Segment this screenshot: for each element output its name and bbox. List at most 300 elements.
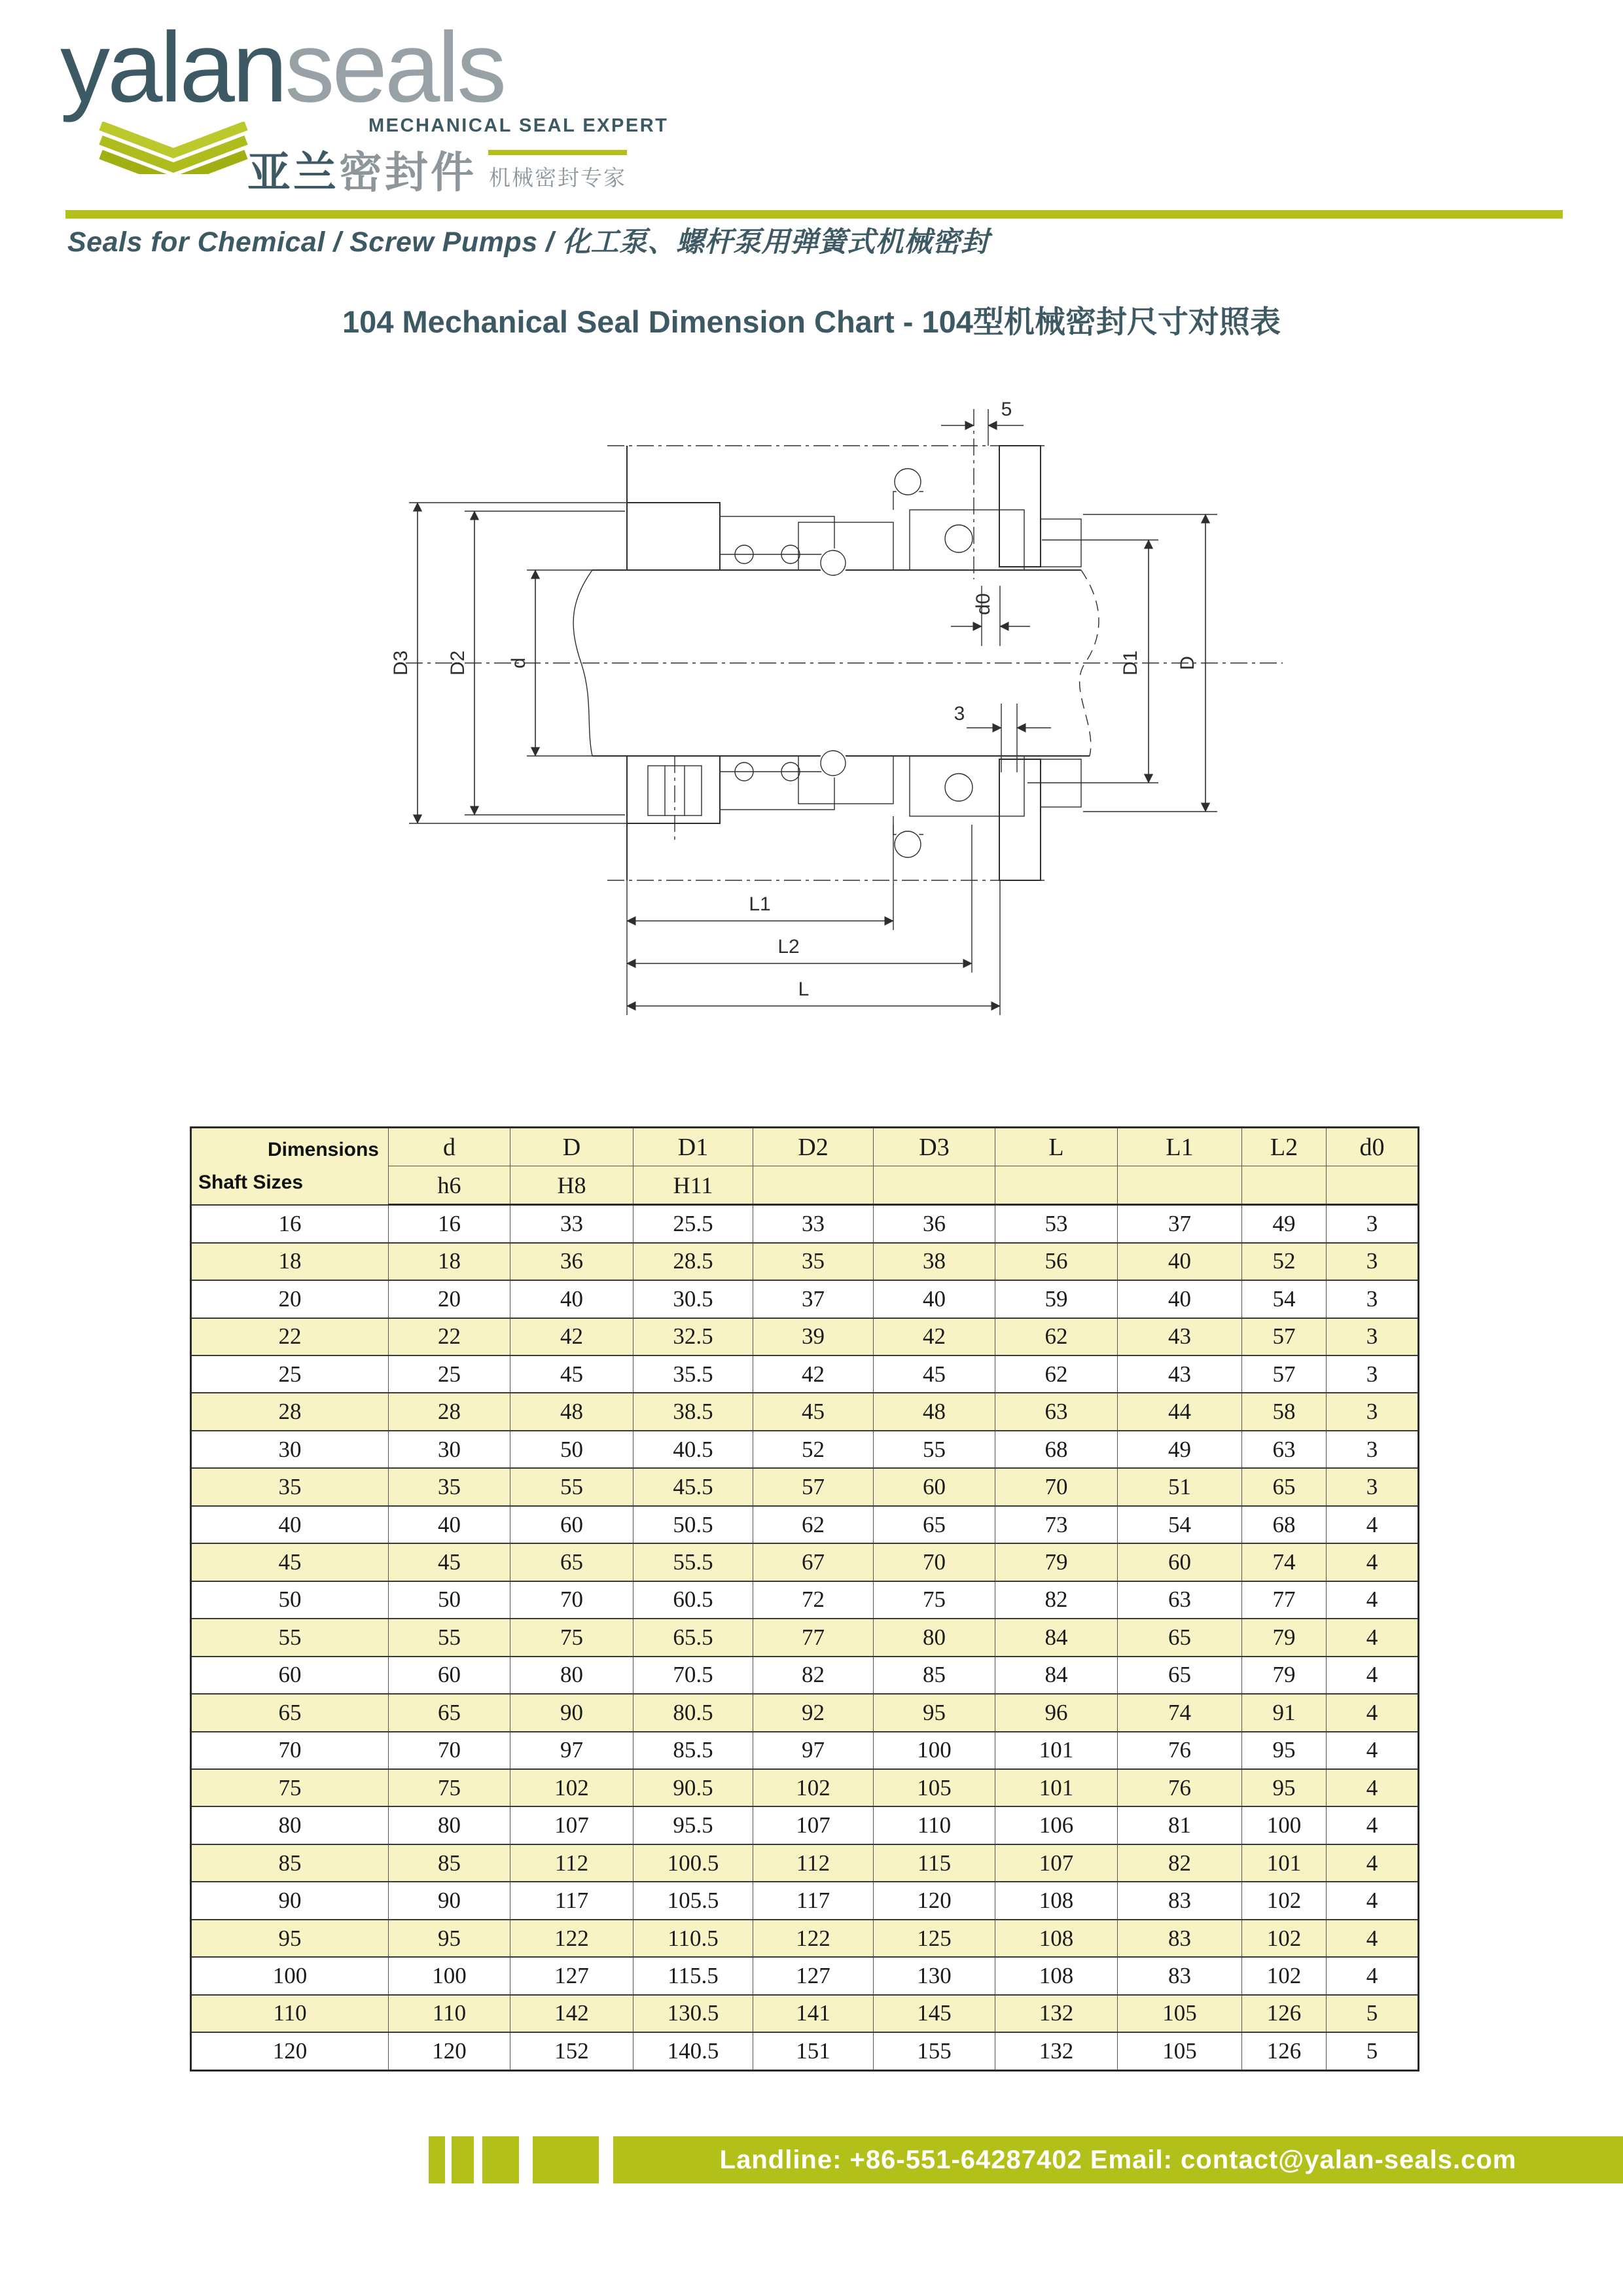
dimension-cell: 38 (874, 1243, 995, 1280)
dimension-cell: 132 (995, 1995, 1118, 2032)
dimension-cell: 39 (753, 1318, 874, 1355)
dimension-cell: 52 (753, 1431, 874, 1468)
chevron-logo-icon (97, 122, 251, 174)
corner-label-shaft-sizes: Shaft Sizes (198, 1171, 304, 1193)
dimension-cell: 30.5 (633, 1280, 753, 1318)
dimension-cell: 101 (995, 1769, 1118, 1806)
dimension-cell: 74 (1118, 1694, 1242, 1731)
dimension-cell: 30 (389, 1431, 510, 1468)
shaft-size-cell: 80 (191, 1806, 389, 1844)
dimension-cell: 90.5 (633, 1769, 753, 1806)
table-row (191, 1769, 1419, 1806)
table-row (191, 1657, 1419, 1694)
dim-label-d0: d0 (972, 593, 994, 615)
table-row (191, 1393, 1419, 1430)
dimension-cell: 51 (1118, 1468, 1242, 1505)
dimension-cell: 92 (753, 1694, 874, 1731)
dimension-cell: 18 (389, 1243, 510, 1280)
dimension-cell: 85.5 (633, 1732, 753, 1769)
tolerance-cell (1327, 1166, 1419, 1205)
dimension-cell: 60 (1118, 1543, 1242, 1581)
dimension-cell: 52 (1242, 1243, 1327, 1280)
dimension-cell: 35 (389, 1468, 510, 1505)
dimension-cell: 65.5 (633, 1619, 753, 1656)
dimension-cell: 63 (1118, 1581, 1242, 1619)
dimension-cell: 55 (510, 1468, 633, 1505)
corner-label-dimensions: Dimensions (267, 1139, 379, 1160)
dimension-cell: 70 (389, 1732, 510, 1769)
dimension-cell: 95 (874, 1694, 995, 1731)
dimension-cell: 140.5 (633, 2032, 753, 2070)
shaft-size-cell: 75 (191, 1769, 389, 1806)
dimension-cell: 90 (389, 1882, 510, 1919)
dimension-cell: 96 (995, 1694, 1118, 1731)
dimension-cell: 120 (389, 2032, 510, 2070)
dim-label-D2: D2 (447, 650, 469, 676)
dimension-cell: 25 (389, 1355, 510, 1393)
dimension-cell: 108 (995, 1957, 1118, 1994)
dimension-cell: 75 (510, 1619, 633, 1656)
dimension-cell: 63 (995, 1393, 1118, 1430)
header-rule (65, 210, 1563, 219)
shaft-size-cell: 120 (191, 2032, 389, 2070)
column-header: d (389, 1128, 510, 1166)
table-row (191, 1581, 1419, 1619)
dimension-cell: 28.5 (633, 1243, 753, 1280)
dimension-cell: 90 (510, 1694, 633, 1731)
dimension-cell: 3 (1327, 1243, 1419, 1280)
dimension-cell: 105 (874, 1769, 995, 1806)
footer-accent-block (429, 2136, 445, 2183)
dimension-cell: 45 (389, 1543, 510, 1581)
dimension-cell: 3 (1327, 1431, 1419, 1468)
dimension-cell: 60 (389, 1657, 510, 1694)
dimension-cell: 85 (874, 1657, 995, 1694)
dimension-cell: 117 (510, 1882, 633, 1919)
dimension-cell: 33 (753, 1205, 874, 1243)
column-header: d0 (1327, 1128, 1419, 1166)
table-row (191, 1619, 1419, 1656)
shaft-size-cell: 35 (191, 1468, 389, 1505)
dimension-cell: 110 (389, 1995, 510, 2032)
dimension-cell: 79 (1242, 1619, 1327, 1656)
dimension-cell: 127 (510, 1957, 633, 1994)
dimension-cell: 101 (1242, 1844, 1327, 1882)
dimension-cell: 152 (510, 2032, 633, 2070)
dimension-cell: 4 (1327, 1581, 1419, 1619)
dimension-cell: 141 (753, 1995, 874, 2032)
dimension-cell: 110.5 (633, 1920, 753, 1957)
dimension-cell: 43 (1118, 1355, 1242, 1393)
dimension-cell: 65 (1242, 1468, 1327, 1505)
brand-cn-dark: 亚兰 (247, 148, 339, 196)
footer-contact-bar (613, 2136, 1623, 2183)
dimension-cell: 5 (1327, 2032, 1419, 2070)
column-header: D3 (874, 1128, 995, 1166)
shaft-size-cell: 30 (191, 1431, 389, 1468)
dimension-cell: 95 (1242, 1769, 1327, 1806)
dimension-cell: 4 (1327, 1506, 1419, 1543)
shaft-size-cell: 110 (191, 1995, 389, 2032)
dimension-cell: 44 (1118, 1393, 1242, 1430)
shaft-size-cell: 22 (191, 1318, 389, 1355)
dimension-cell: 37 (1118, 1205, 1242, 1243)
dimension-cell: 75 (874, 1581, 995, 1619)
dimension-cell: 108 (995, 1920, 1118, 1957)
column-header: L1 (1118, 1128, 1242, 1166)
dimension-cell: 70 (995, 1468, 1118, 1505)
dimension-cell: 73 (995, 1506, 1118, 1543)
dimension-cell: 3 (1327, 1355, 1419, 1393)
dimension-cell: 126 (1242, 2032, 1327, 2070)
dimension-cell: 79 (1242, 1657, 1327, 1694)
dimension-cell: 49 (1242, 1205, 1327, 1243)
dimension-cell: 35 (753, 1243, 874, 1280)
dimension-cell: 105 (1118, 1995, 1242, 2032)
dimension-cell: 79 (995, 1543, 1118, 1581)
dimension-cell: 36 (510, 1243, 633, 1280)
dim-label-d: d (508, 657, 529, 669)
dimension-cell: 3 (1327, 1318, 1419, 1355)
dimension-cell: 57 (753, 1468, 874, 1505)
dimension-cell: 3 (1327, 1468, 1419, 1505)
dimension-cell: 70.5 (633, 1657, 753, 1694)
table-row (191, 1920, 1419, 1957)
dimension-cell: 142 (510, 1995, 633, 2032)
table-row (191, 1355, 1419, 1393)
dim-label-D: D (1177, 656, 1198, 670)
dimension-cell: 49 (1118, 1431, 1242, 1468)
dim-label-D1: D1 (1120, 650, 1141, 676)
dimension-cell: 80 (510, 1657, 633, 1694)
table-row (191, 1543, 1419, 1581)
column-header: D2 (753, 1128, 874, 1166)
dimension-cell: 74 (1242, 1543, 1327, 1581)
dimension-cell: 4 (1327, 1769, 1419, 1806)
brand-chinese (247, 137, 476, 200)
dimension-cell: 28 (389, 1393, 510, 1430)
dimension-cell: 83 (1118, 1920, 1242, 1957)
dimension-table-body (191, 1205, 1419, 2071)
dimension-cell: 60.5 (633, 1581, 753, 1619)
dimension-cell: 110 (874, 1806, 995, 1844)
dimension-cell: 55 (874, 1431, 995, 1468)
dimension-cell: 36 (874, 1205, 995, 1243)
dimension-cell: 100.5 (633, 1844, 753, 1882)
brand-yalan: yalan (60, 12, 285, 123)
dimension-cell: 65 (1118, 1619, 1242, 1656)
shaft-size-cell: 25 (191, 1355, 389, 1393)
dimension-cell: 83 (1118, 1957, 1242, 1994)
brand-cn-gray: 密封件 (339, 148, 476, 196)
dimension-cell: 42 (874, 1318, 995, 1355)
dimension-cell: 70 (874, 1543, 995, 1581)
dimension-cell: 115 (874, 1844, 995, 1882)
dimension-cell: 22 (389, 1318, 510, 1355)
dimension-cell: 102 (510, 1769, 633, 1806)
dimension-cell: 56 (995, 1243, 1118, 1280)
dimension-cell: 70 (510, 1581, 633, 1619)
section-subtitle: Seals for Chemical / Screw Pumps / 化工泵、螺杆泵用弹簧式机械密封 (67, 226, 990, 258)
table-row (191, 1318, 1419, 1355)
shaft-size-cell: 16 (191, 1205, 389, 1243)
dimension-cell: 67 (753, 1543, 874, 1581)
dimension-cell: 59 (995, 1280, 1118, 1318)
shaft-size-cell: 28 (191, 1393, 389, 1430)
brand-wordmark (60, 12, 505, 123)
shaft-size-cell: 20 (191, 1280, 389, 1318)
dimension-cell: 57 (1242, 1318, 1327, 1355)
dimension-cell: 55 (389, 1619, 510, 1656)
dimension-cell: 75 (389, 1769, 510, 1806)
table-row (191, 1243, 1419, 1280)
dimension-cell: 4 (1327, 1882, 1419, 1919)
table-row (191, 1806, 1419, 1844)
extension-lines (409, 503, 1217, 1015)
dimension-cell: 40 (1118, 1243, 1242, 1280)
dimension-cell: 100 (389, 1957, 510, 1994)
dimension-cell: 4 (1327, 1694, 1419, 1731)
shaft-size-cell: 55 (191, 1619, 389, 1656)
tolerance-cell (1118, 1166, 1242, 1205)
dimension-cell: 16 (389, 1205, 510, 1243)
tolerance-cell (1242, 1166, 1327, 1205)
dimension-cell: 102 (1242, 1882, 1327, 1919)
dimension-cell: 45 (874, 1355, 995, 1393)
dimension-cell: 145 (874, 1995, 995, 2032)
tagline-english: MECHANICAL SEAL EXPERT (368, 115, 669, 136)
dimension-cell: 108 (995, 1882, 1118, 1919)
dimension-cell: 107 (995, 1844, 1118, 1882)
dimension-cell: 45 (753, 1393, 874, 1430)
footer-accent-block (452, 2136, 474, 2183)
footer-accent-block (533, 2136, 599, 2183)
dimension-cell: 40 (874, 1280, 995, 1318)
dimension-cell: 132 (995, 2032, 1118, 2070)
dimension-lines (418, 425, 1205, 1006)
dimension-cell: 76 (1118, 1732, 1242, 1769)
footer-accent-block (482, 2136, 519, 2183)
dim-label-L: L (798, 978, 810, 1000)
dimension-cell: 63 (1242, 1431, 1327, 1468)
lower-seal-assembly (627, 749, 1081, 880)
dimension-cell: 4 (1327, 1920, 1419, 1957)
dimension-cell: 4 (1327, 1732, 1419, 1769)
dimension-cell: 4 (1327, 1957, 1419, 1994)
tolerance-cell: H8 (510, 1166, 633, 1205)
page-title: 104 Mechanical Seal Dimension Chart - 104型机械密封尺寸对照表 (342, 304, 1281, 339)
dimension-cell: 4 (1327, 1543, 1419, 1581)
dimension-cell: 54 (1118, 1506, 1242, 1543)
dimension-cell: 3 (1327, 1205, 1419, 1243)
dimension-cell: 80 (389, 1806, 510, 1844)
tolerance-cell (874, 1166, 995, 1205)
dimension-cell: 102 (1242, 1957, 1327, 1994)
dimension-cell: 68 (995, 1431, 1118, 1468)
shaft-size-cell: 100 (191, 1957, 389, 1994)
column-header: L2 (1242, 1128, 1327, 1166)
footer-contact-text: Landline: +86-551-64287402 Email: contact@yalan-seals.com (719, 2145, 1517, 2174)
dimension-cell: 42 (753, 1355, 874, 1393)
dim-label-L1: L1 (749, 893, 771, 915)
dimension-cell: 4 (1327, 1619, 1419, 1656)
shaft-size-cell: 50 (191, 1581, 389, 1619)
dimension-cell: 25.5 (633, 1205, 753, 1243)
dimension-cell: 126 (1242, 1995, 1327, 2032)
dimension-cell: 83 (1118, 1882, 1242, 1919)
tolerance-cell: H11 (633, 1166, 753, 1205)
tolerance-cell (995, 1166, 1118, 1205)
dimension-cell: 127 (753, 1957, 874, 1994)
tolerance-cell (753, 1166, 874, 1205)
column-header: L (995, 1128, 1118, 1166)
dimension-cell: 40.5 (633, 1431, 753, 1468)
dimension-cell: 54 (1242, 1280, 1327, 1318)
dimension-cell: 97 (510, 1732, 633, 1769)
table-row (191, 1957, 1419, 1994)
table-row (191, 2032, 1419, 2070)
dimension-cell: 37 (753, 1280, 874, 1318)
shaft-size-cell: 40 (191, 1506, 389, 1543)
dimension-cell: 80.5 (633, 1694, 753, 1731)
dimension-table (190, 1126, 1419, 2072)
table-row (191, 1468, 1419, 1505)
table-row (191, 1431, 1419, 1468)
shaft-size-cell: 45 (191, 1543, 389, 1581)
dimension-cell: 105.5 (633, 1882, 753, 1919)
dimension-cell: 122 (753, 1920, 874, 1957)
dimension-cell: 58 (1242, 1393, 1327, 1430)
dimension-cell: 3 (1327, 1280, 1419, 1318)
table-row (191, 1205, 1419, 1243)
shaft-size-cell: 65 (191, 1694, 389, 1731)
dimension-cell: 122 (510, 1920, 633, 1957)
dimension-cell: 106 (995, 1806, 1118, 1844)
upper-seal-assembly (627, 409, 1081, 579)
dimension-cell: 42 (510, 1318, 633, 1355)
dimension-cell: 100 (874, 1732, 995, 1769)
dimension-cell: 102 (1242, 1920, 1327, 1957)
dimension-cell: 40 (389, 1506, 510, 1543)
table-row (191, 1280, 1419, 1318)
dimension-cell: 120 (874, 1882, 995, 1919)
shaft-size-cell: 60 (191, 1657, 389, 1694)
dimension-cell: 62 (995, 1355, 1118, 1393)
dimension-cell: 65 (510, 1543, 633, 1581)
dimension-cell: 97 (753, 1732, 874, 1769)
table-row (191, 1882, 1419, 1919)
dimension-cell: 5 (1327, 1995, 1419, 2032)
dimension-cell: 68 (1242, 1506, 1327, 1543)
shaft-size-cell: 90 (191, 1882, 389, 1919)
dimension-cell: 65 (389, 1694, 510, 1731)
dimension-cell: 82 (995, 1581, 1118, 1619)
dimension-cell: 60 (510, 1506, 633, 1543)
tolerance-cell: h6 (389, 1166, 510, 1205)
dimension-cell: 48 (510, 1393, 633, 1430)
dimension-cell: 100 (1242, 1806, 1327, 1844)
dimension-cell: 62 (753, 1506, 874, 1543)
dimension-cell: 130 (874, 1957, 995, 1994)
dimension-cell: 40 (510, 1280, 633, 1318)
logo-accent-line (488, 150, 627, 155)
dimension-cell: 95 (389, 1920, 510, 1957)
dimension-cell: 95 (1242, 1732, 1327, 1769)
table-row (191, 1506, 1419, 1543)
table-row (191, 1844, 1419, 1882)
dimension-cell: 102 (753, 1769, 874, 1806)
seal-cross-section-drawing (366, 363, 1315, 1024)
dimension-cell: 62 (995, 1318, 1118, 1355)
dimension-cell: 107 (753, 1806, 874, 1844)
dim-label-D3: D3 (390, 650, 412, 676)
dim-label-L2: L2 (777, 936, 800, 958)
dim-label-3: 3 (954, 703, 965, 725)
dimension-cell: 45.5 (633, 1468, 753, 1505)
dimension-cell: 101 (995, 1732, 1118, 1769)
dimension-cell: 77 (1242, 1581, 1327, 1619)
dimension-cell: 107 (510, 1806, 633, 1844)
shaft-size-cell: 70 (191, 1732, 389, 1769)
brand-seals: seals (285, 12, 505, 123)
table-row (191, 1732, 1419, 1769)
shaft-size-cell: 18 (191, 1243, 389, 1280)
dimension-cell: 151 (753, 2032, 874, 2070)
dimension-cell: 81 (1118, 1806, 1242, 1844)
dimension-cell: 84 (995, 1657, 1118, 1694)
dimension-cell: 155 (874, 2032, 995, 2070)
dimension-cell: 3 (1327, 1393, 1419, 1430)
dimension-cell: 65 (874, 1506, 995, 1543)
dimension-cell: 82 (753, 1657, 874, 1694)
dimension-cell: 4 (1327, 1806, 1419, 1844)
column-header: D1 (633, 1128, 753, 1166)
dimension-cell: 50 (389, 1581, 510, 1619)
dimension-cell: 65 (1118, 1657, 1242, 1694)
dimension-cell: 4 (1327, 1657, 1419, 1694)
dimension-cell: 105 (1118, 2032, 1242, 2070)
tagline-chinese: 机械密封专家 (489, 166, 626, 190)
dimension-cell: 85 (389, 1844, 510, 1882)
dimension-cell: 43 (1118, 1318, 1242, 1355)
dimension-cell: 95.5 (633, 1806, 753, 1844)
dimension-cell: 115.5 (633, 1957, 753, 1994)
dimension-cell: 48 (874, 1393, 995, 1430)
dimension-cell: 35.5 (633, 1355, 753, 1393)
dimension-cell: 112 (753, 1844, 874, 1882)
dimension-cell: 53 (995, 1205, 1118, 1243)
dimension-cell: 77 (753, 1619, 874, 1656)
dimension-cell: 60 (874, 1468, 995, 1505)
dimension-cell: 57 (1242, 1355, 1327, 1393)
dimension-cell: 91 (1242, 1694, 1327, 1731)
dimension-cell: 80 (874, 1619, 995, 1656)
dimension-cell: 82 (1118, 1844, 1242, 1882)
dimension-cell: 38.5 (633, 1393, 753, 1430)
dimension-cell: 76 (1118, 1769, 1242, 1806)
dimension-cell: 55.5 (633, 1543, 753, 1581)
table-corner-cell (191, 1128, 389, 1205)
dimension-cell: 125 (874, 1920, 995, 1957)
column-header: D (510, 1128, 633, 1166)
shaft-size-cell: 85 (191, 1844, 389, 1882)
dimension-cell: 130.5 (633, 1995, 753, 2032)
dimension-cell: 84 (995, 1619, 1118, 1656)
table-row (191, 1694, 1419, 1731)
dimension-cell: 40 (1118, 1280, 1242, 1318)
shaft-size-cell: 95 (191, 1920, 389, 1957)
dim-label-5: 5 (1001, 399, 1012, 420)
